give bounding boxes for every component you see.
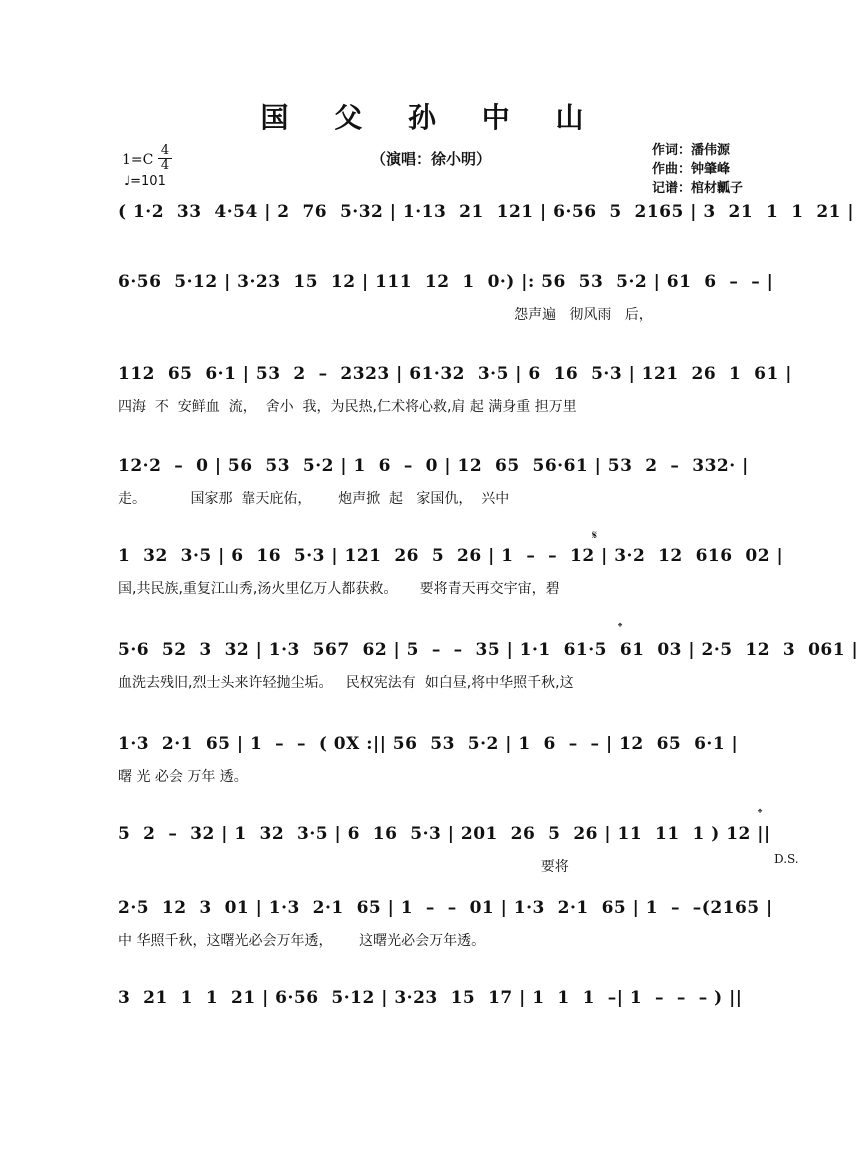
transcriber-credit: 记谱：棺材瓤子 <box>652 181 744 196</box>
notation-line: 5 2 – 32 | 1 32 3·5 | 6 16 5·3 | 201 26 5 26 | 11 11 1 ) 12 || <box>118 824 771 844</box>
coda-sign: 𝄌 <box>618 620 623 634</box>
notation-line: 112 65 6·1 | 53 2 – 2323 | 61·32 3·5 | 6 16 5·3 | 121 26 1 61 | <box>118 364 792 384</box>
performer-line: （演唱：徐小明） <box>370 150 491 168</box>
notation-line: 1·3 2·1 65 | 1 – – ( 0X :|| 56 53 5·2 | 1 6 – – | 12 65 6·1 | <box>118 734 739 754</box>
time-denominator: 4 <box>158 158 172 173</box>
notation-line: 1 32 3·5 | 6 16 5·3 | 121 26 5 26 | 1 – – 12 | 3·2 12 616 02 | <box>118 546 784 566</box>
dal-segno-mark: D.S. <box>774 852 799 866</box>
lyric-line: 走。 国家那 靠天庇佑， 炮声掀 起 家国仇， 兴中 <box>118 491 510 507</box>
notation-line: 2·5 12 3 01 | 1·3 2·1 65 | 1 – – 01 | 1·3 2·1 65 | 1 – –(2165 | <box>118 898 773 918</box>
segno-sign: 𝄋 <box>592 528 598 542</box>
lyric-line: 四海 不 安鲜血 流， 舍小 我，为民热,仁术将心救,肩 起 满身重 担万里 <box>118 399 577 415</box>
tempo-marking: ♩=101 <box>124 174 166 189</box>
lyric-line: 中 华照千秋，这曙光必会万年透， 这曙光必会万年透。 <box>118 933 486 949</box>
credits-block <box>652 141 743 198</box>
coda-sign-end: 𝄌 <box>758 806 763 820</box>
notation-line: 6·56 5·12 | 3·23 15 12 | 111 12 1 0·) |: 56 53 5·2 | 61 6 – – | <box>118 272 774 292</box>
time-numerator: 4 <box>160 143 170 158</box>
lyric-line: 怨声遍 彻风雨 后， <box>118 307 653 323</box>
notation-line: 12·2 – 0 | 56 53 5·2 | 1 6 – 0 | 12 65 56·61 | 53 2 – 332· | <box>118 456 749 476</box>
notation-line: 3 21 1 1 21 | 6·56 5·12 | 3·23 15 17 | 1 1 1 –| 1 – – – ) || <box>118 988 743 1008</box>
lyricist-credit: 作词：潘伟源 <box>652 143 731 158</box>
composer-credit: 作曲：钟肇峰 <box>652 162 731 177</box>
notation-line: ( 1·2 33 4·54 | 2 76 5·32 | 1·13 21 121 | 6·56 5 2165 | 3 21 1 1 21 | <box>118 202 855 222</box>
song-title: 国 父 孙 中 山 <box>260 101 602 134</box>
lyric-line: 血洗去残旧,烈士头来许轻抛尘垢。 民权宪法有 如白昼,将中华照千秋,这 <box>118 675 574 691</box>
time-signature <box>158 144 172 173</box>
notation-line: 5·6 52 3 32 | 1·3 567 62 | 5 – – 35 | 1·1 61·5 61 03 | 2·5 12 3 061 | <box>118 640 859 660</box>
lyric-line: 要将 <box>118 859 569 875</box>
lyric-line: 曙 光 必会 万年 透。 <box>118 769 248 785</box>
lyric-line: 国,共民族,重复江山秀,汤火里亿万人都获救。 要将青天再交宇宙，碧 <box>118 581 560 597</box>
key-signature: 1=C <box>122 152 154 168</box>
